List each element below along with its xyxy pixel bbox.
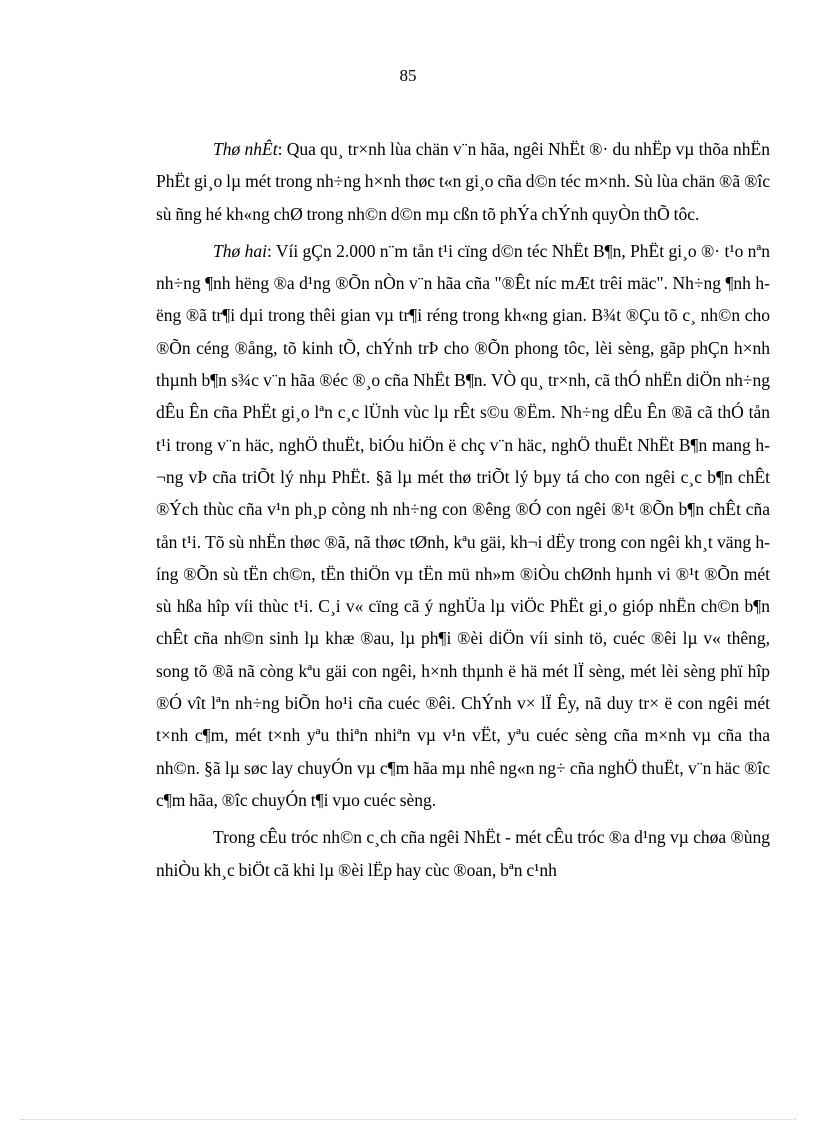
paragraph-lead: Thø nhÊt [213, 139, 278, 159]
page-bottom-divider [20, 1119, 796, 1120]
paragraph-text: : Víi gÇn 2.000 n¨m tån t¹i cïng d©n téc NhËt B¶n, PhËt gi¸o ®· t¹o nªn nh÷ng ¶nh hëng ®a d¹ng ®Õn nÒn v¨n hãa cña "®Êt níc mÆt trêi mäc". Nh÷ng ¶nh hëng ®ã tr¶i dµi trong thêi gian vµ tr¶i réng trong kh«ng gian. B¾t ®Çu tõ c¸ nh©n cho ®Õn céng ®ång, tõ kinh tÕ, chÝnh trÞ cho ®Õn phong tôc, lèi sèng, gãp phÇn h×nh thµnh b¶n s¾c v¨n hãa ®éc ®¸o cña NhËt B¶n. VÒ qu¸ tr×nh, cã thÓ nhËn diÖn nh÷ng dÊu Ên cña PhËt gi¸o lªn c¸c lÜnh vùc lµ rÊt s©u ®Ëm. Nh÷ng dÊu Ên ®ã cã thÓ tån t¹i trong v¨n häc, nghÖ thuËt, biÓu hiÖn ë chç v¨n häc, nghÖ thuËt NhËt B¶n mang h¬ng vÞ cña triÕt lý nhµ PhËt. §ã lµ mét thø triÕt lý bµy tá cho con ngêi c¸c b¶n chÊt ®Ých thùc cña v¹n ph¸p còng nh nh÷ng con ®êng ®Ó con ngêi ®¹t ®Õn b¶n chÊt cña tån t¹i. Tõ sù nhËn thøc ®ã, nã thøc tØnh, kªu gäi, kh¬i dËy trong con ngêi kh¸t väng híng ®Õn sù tËn ch©n, tËn thiÖn vµ tËn mü nh»m ®iÒu chØnh hµnh vi ®¹t ®Õn mét sù hßa hîp víi thùc t¹i. C¸i v« cïng cã ý nghÜa lµ viÖc PhËt gi¸o gióp nhËn ch©n b¶n chÊt cña nh©n sinh lµ khæ ®au, lµ ph¶i ®èi diÖn víi sinh tö, cuéc ®êi lµ v« thêng, song tõ ®ã nã còng kªu gäi con ngêi, h×nh thµnh ë hä mét lÏ sèng, mét lèi sèng phï hîp ®Ó vît lªn nh÷ng biÕn ho¹i cña cuéc ®êi. ChÝnh v× lÏ Êy, nã duy tr× ë con ngêi mét t×nh c¶m, mét t×nh yªu thiªn nhiªn vµ v¹n vËt, yªu cuéc sèng cña m×nh vµ cña tha nh©n. §ã lµ søc lay chuyÓn vµ c¶m hãa mµ nhê ng«n ng÷ cña nghÖ thuËt, v¨n häc ®îc c¶m hãa, ®îc chuyÓn t¶i vµo cuéc sèng. [156, 240, 770, 810]
page-number: 85 [399, 66, 417, 85]
paragraph-first-point [156, 133, 770, 230]
paragraph-text: Trong cÊu tróc nh©n c¸ch cña ngêi NhËt - mét cÊu tróc ®a d¹ng vµ chøa ®ùng nhiÒu kh¸c biÖt cã khi lµ ®èi lËp hay cùc ®oan, bªn c¹nh [156, 827, 770, 880]
paragraph-second-point [156, 235, 770, 816]
paragraph-structure [156, 821, 770, 886]
document-body [156, 133, 770, 891]
paragraph-lead: Thø hai [213, 240, 267, 261]
paragraph-text: : Qua qu¸ tr×nh lùa chän v¨n hãa, ngêi NhËt ®· du nhËp vµ thõa nhËn PhËt gi¸o lµ mét trong nh÷ng h×nh thøc t«n gi¸o cña d©n téc m×nh. Sù lùa chän ®ã ®îc sù ñng hé kh«ng chØ trong nh©n d©n mµ cßn tõ phÝa chÝnh quyÒn thÕ tôc. [156, 139, 770, 224]
